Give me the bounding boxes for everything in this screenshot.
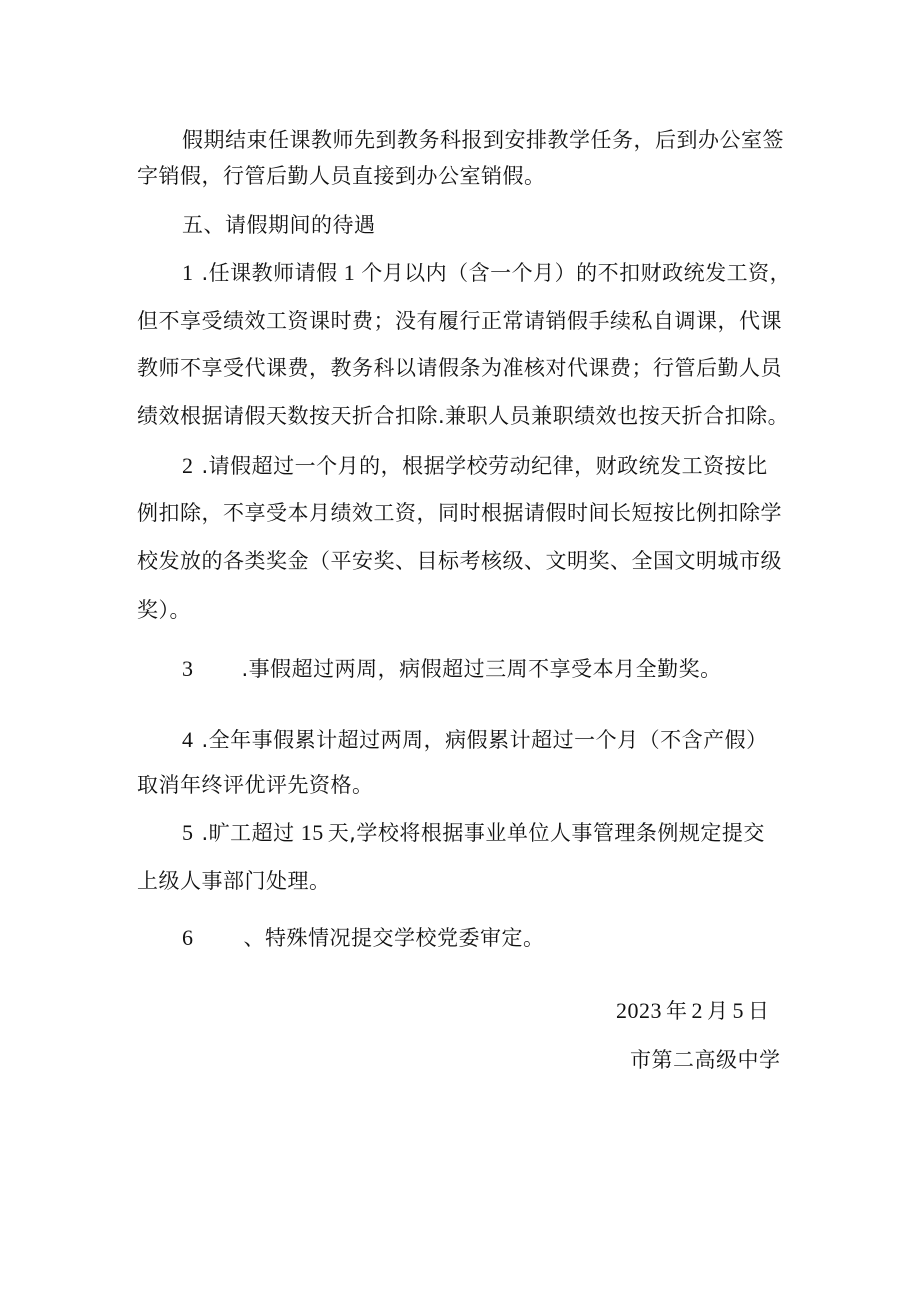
signature-date bbox=[616, 997, 770, 1025]
text: 教师不享受代课费，教务科以请假条为准核对代课费；行管后勤人员 bbox=[137, 356, 782, 380]
text: 但不享受绩效工资课时费；没有履行正常请销假手续私自调课，代课 bbox=[137, 309, 782, 333]
item-5-line-2 bbox=[137, 867, 331, 895]
signature-organization bbox=[630, 1046, 781, 1074]
section-heading bbox=[182, 211, 376, 239]
text: .请假超过一个月的，根据学校劳动纪律，财政统发工资按比 bbox=[201, 454, 768, 478]
number: 1 bbox=[343, 260, 356, 285]
text: 例扣除，不享受本月绩效工资，同时根据请假时间长短按比例扣除学 bbox=[137, 501, 782, 525]
text: 天,学校将根据事业单位人事管理条例规定提交 bbox=[327, 821, 765, 845]
item-2-line-2 bbox=[137, 499, 782, 527]
text: 校发放的各类奖金（平安奖、目标考核级、文明奖、全国文明城市级 bbox=[137, 549, 782, 573]
item-number: 6 bbox=[182, 925, 194, 950]
heading-text: 五、请假期间的待遇 bbox=[182, 213, 376, 237]
item-1-line-2 bbox=[137, 307, 782, 335]
item-number: 2 bbox=[182, 453, 194, 478]
organization-name: 市第二高级中学 bbox=[630, 1048, 781, 1072]
item-2-line-4 bbox=[137, 596, 191, 624]
date-month-unit: 月 bbox=[707, 999, 729, 1023]
text: .全年事假累计超过两周，病假累计超过一个月（不含产假） bbox=[201, 728, 768, 752]
date-year: 2023 bbox=[616, 998, 662, 1023]
text: 绩效根据请假天数按天折合扣除.兼职人员兼职绩效也按天折合扣除。 bbox=[137, 404, 790, 428]
text: 上级人事部门处理。 bbox=[137, 869, 331, 893]
number: 15 bbox=[300, 820, 324, 845]
item-2-line-3 bbox=[137, 547, 782, 575]
item-number: 5 bbox=[182, 820, 194, 845]
text: .事假超过两周，病假超过三周不享受本月全勤奖。 bbox=[241, 657, 722, 681]
text: 字销假，行管后勤人员直接到办公室销假。 bbox=[137, 164, 546, 188]
item-1-line-3 bbox=[137, 354, 782, 382]
text: 个月以内（含一个月）的不扣财政统发工资， bbox=[361, 261, 792, 285]
text: 、特殊情况提交学校党委审定。 bbox=[243, 926, 545, 950]
item-5-line-1 bbox=[182, 819, 765, 847]
paragraph-line bbox=[137, 162, 546, 190]
text: .任课教师请假 bbox=[201, 261, 338, 285]
item-3-line bbox=[182, 655, 722, 683]
item-number: 3 bbox=[182, 656, 194, 681]
text: 取消年终评优评先资格。 bbox=[137, 773, 374, 797]
item-1-line-4 bbox=[137, 402, 789, 430]
item-number: 1 bbox=[182, 260, 194, 285]
item-2-line-1 bbox=[182, 452, 768, 480]
item-number: 4 bbox=[182, 727, 194, 752]
text: 假期结束任课教师先到教务科报到安排教学任务，后到办公室签 bbox=[182, 128, 784, 152]
text: .旷工超过 bbox=[201, 821, 295, 845]
item-4-line-2 bbox=[137, 771, 374, 799]
date-year-unit: 年 bbox=[666, 999, 688, 1023]
date-day-unit: 日 bbox=[748, 999, 770, 1023]
item-1-line-1 bbox=[182, 259, 791, 287]
item-4-line-1 bbox=[182, 726, 768, 754]
paragraph-line bbox=[182, 126, 784, 154]
item-6-line bbox=[182, 924, 545, 952]
date-day: 5 bbox=[732, 998, 744, 1023]
date-month: 2 bbox=[691, 998, 703, 1023]
text: 奖）。 bbox=[137, 598, 191, 622]
